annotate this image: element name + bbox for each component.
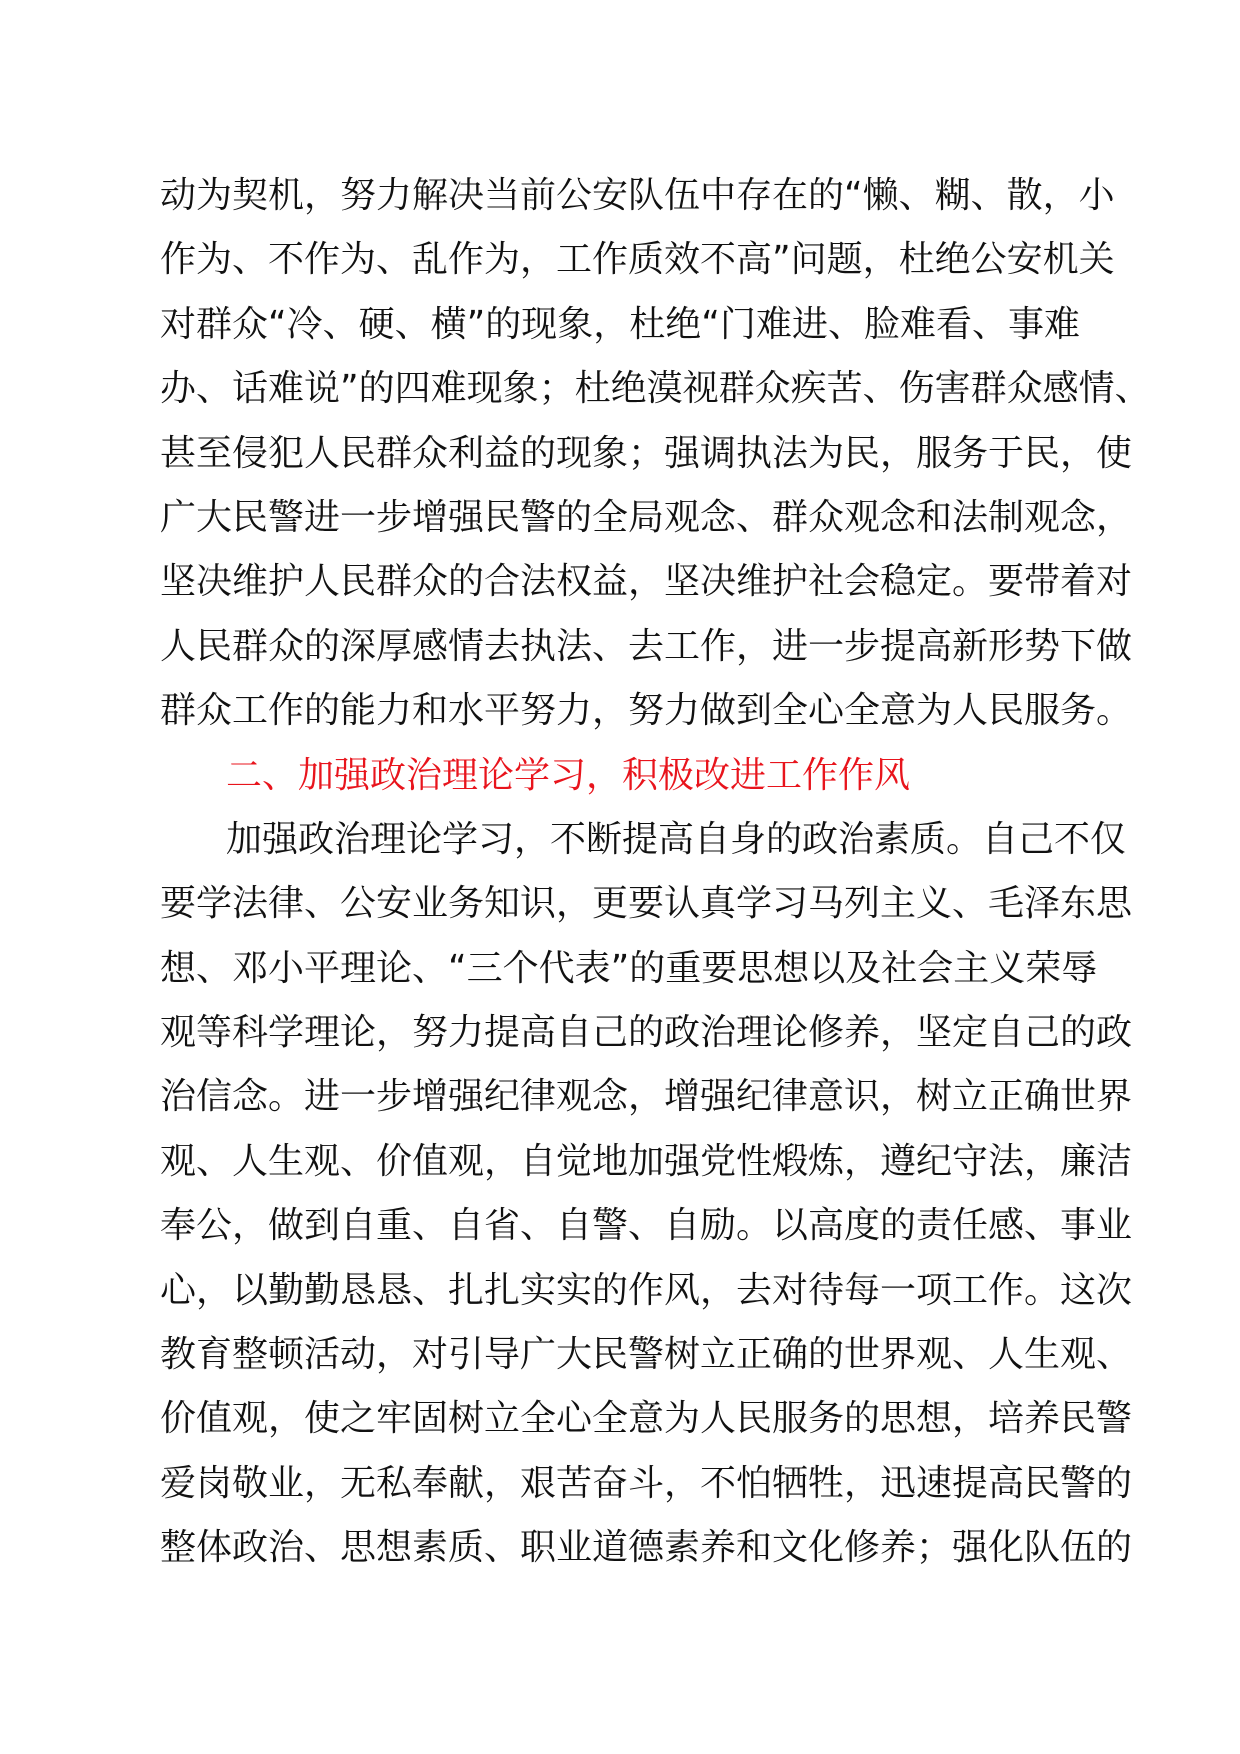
paragraph-line: 动为契机，努力解决当前公安队伍中存在的“懒、糊、散，小 — [160, 175, 1115, 216]
section-heading: 二、加强政治理论学习，积极改进工作作风 — [226, 754, 911, 796]
paragraph-line: 坚决维护人民群众的合法权益，坚决维护社会稳定。要带着对 — [160, 561, 1133, 603]
paragraph-line: 奉公，做到自重、自省、自警、自励。以高度的责任感、事业 — [160, 1205, 1133, 1247]
paragraph-line: 办、话难说”的四难现象；杜绝漠视群众疾苦、伤害群众感情、 — [160, 368, 1151, 410]
body-text — [160, 164, 1151, 1581]
paragraph-line: 观等科学理论，努力提高自己的政治理论修养，坚定自己的政 — [160, 1012, 1133, 1054]
paragraph-line: 作为、不作为、乱作为，工作质效不高”问题，杜绝公安机关 — [160, 239, 1115, 281]
paragraph-line: 价值观，使之牢固树立全心全意为人民服务的思想，培养民警 — [160, 1398, 1133, 1440]
paragraph-line: 广大民警进一步增强民警的全局观念、群众观念和法制观念， — [160, 496, 1133, 538]
paragraph-line: 爱岗敬业，无私奉献，艰苦奋斗，不怕牺牲，迅速提高民警的 — [160, 1462, 1133, 1504]
paragraph-line: 教育整顿活动，对引导广大民警树立正确的世界观、人生观、 — [160, 1334, 1133, 1376]
paragraph-line: 要学法律、公安业务知识，更要认真学习马列主义、毛泽东思 — [160, 883, 1133, 925]
paragraph-line: 心，以勤勤恳恳、扎扎实实的作风，去对待每一项工作。这次 — [160, 1269, 1133, 1311]
paragraph-line: 想、邓小平理论、“三个代表”的重要思想以及社会主义荣辱 — [160, 947, 1098, 989]
paragraph-line: 群众工作的能力和水平努力，努力做到全心全意为人民服务。 — [160, 690, 1133, 732]
paragraph-line: 甚至侵犯人民群众利益的现象；强调执法为民，服务于民，使 — [160, 432, 1133, 474]
paragraph-line: 对群众“冷、硬、横”的现象，杜绝“门难进、脸难看、事难 — [160, 303, 1080, 345]
paragraph-line: 整体政治、思想素质、职业道德素养和文化修养；强化队伍的 — [160, 1527, 1133, 1569]
paragraph-line: 观、人生观、价值观，自觉地加强党性煅炼，遵纪守法，廉洁 — [160, 1140, 1133, 1182]
paragraph-line: 治信念。进一步增强纪律观念，增强纪律意识，树立正确世界 — [160, 1076, 1133, 1118]
paragraph-line: 人民群众的深厚感情去执法、去工作，进一步提高新形势下做 — [160, 625, 1133, 667]
paragraph-line: 加强政治理论学习，不断提高自身的政治素质。自己不仅 — [226, 818, 1127, 860]
